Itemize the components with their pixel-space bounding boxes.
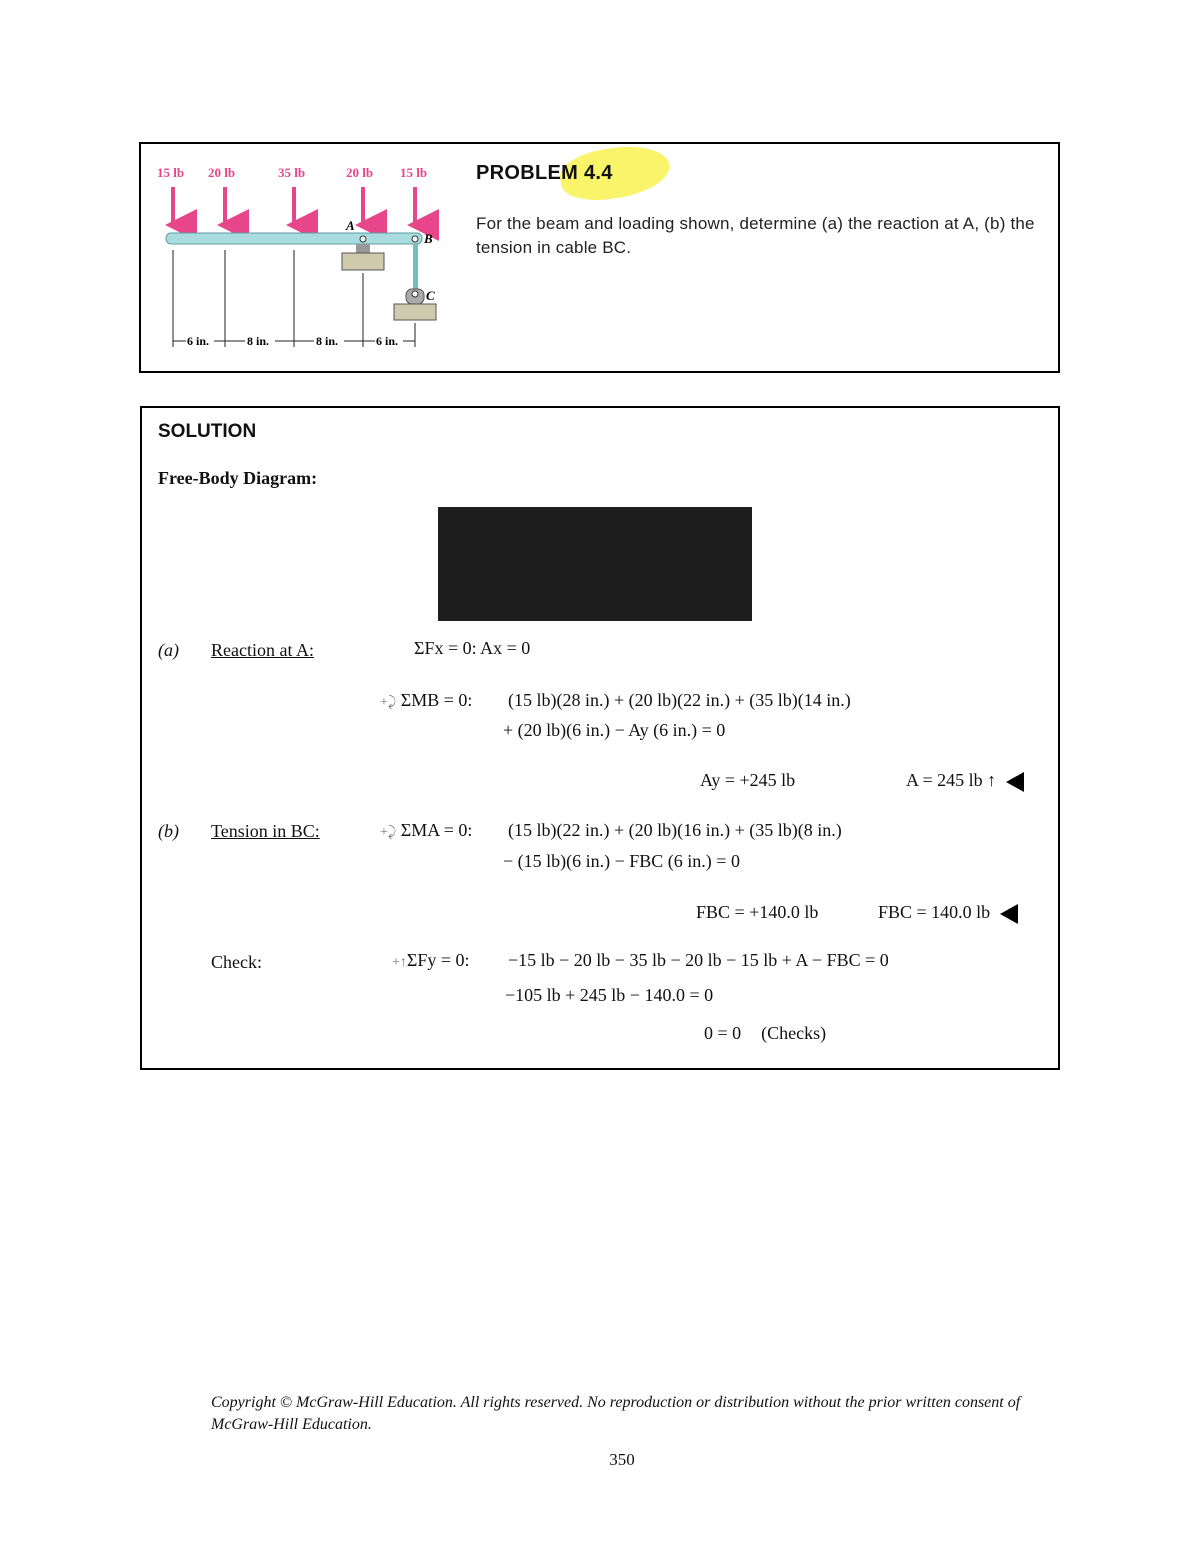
part-a-label: Reaction at A: — [211, 640, 314, 660]
moment-b-line2: + (20 lb)(6 in.) − Ay (6 in.) = 0 — [503, 720, 726, 740]
page-number: 350 — [609, 1450, 635, 1469]
point-label-b: B — [424, 231, 433, 246]
answer-b: FBC = 140.0 lb — [878, 902, 991, 922]
load-label: 15 lb — [400, 165, 428, 180]
answer-a-row — [906, 770, 1024, 792]
load-arrows — [173, 187, 415, 225]
dimension-label: 6 in. — [376, 334, 399, 348]
fbd-label: Free-Body Diagram: — [158, 468, 318, 488]
ccw-moment-icon: +⤸ — [380, 825, 397, 840]
check-label: Check: — [211, 952, 262, 972]
answer-a: A = 245 lb — [906, 770, 983, 790]
answer-b-row — [878, 902, 1018, 924]
result-fbc: FBC = +140.0 lb — [696, 902, 819, 922]
up-arrow-icon: ↑ — [982, 770, 997, 790]
beam — [166, 233, 422, 244]
cable-bc — [413, 244, 418, 292]
copyright-notice: Copyright © McGraw-Hill Education. All rights reserved. No reproduction or distribution without the prior written consent of McGraw-Hill Education. — [211, 1394, 1021, 1433]
moment-a-line1: (15 lb)(22 in.) + (20 lb)(16 in.) + (35 lb)(8 in.) — [508, 820, 842, 840]
check-line3: 0 = 0 (Checks) — [704, 1023, 827, 1043]
load-label: 20 lb — [346, 165, 374, 180]
support-c — [394, 304, 436, 320]
problem-statement: For the beam and loading shown, determine (a) the reaction at A, (b) the tension in cable BC. — [476, 214, 1035, 257]
dimension-label: 8 in. — [247, 334, 270, 348]
part-b-label: Tension in BC: — [211, 821, 320, 841]
solution-title: SOLUTION — [158, 421, 257, 442]
ccw-moment-icon: +⤸ — [380, 695, 397, 710]
check-line2: −105 lb + 245 lb − 140.0 = 0 — [505, 985, 714, 1005]
support-a — [342, 253, 384, 270]
part-b-tag: (b) — [158, 821, 179, 841]
point-label-c: C — [426, 288, 435, 303]
load-label: 20 lb — [208, 165, 236, 180]
check-head: +↑ΣFy = 0: — [392, 950, 470, 970]
result-ay: Ay = +245 lb — [700, 770, 796, 790]
part-a-tag: (a) — [158, 640, 179, 660]
moment-a-line2: − (15 lb)(6 in.) − FBC (6 in.) = 0 — [503, 851, 740, 871]
beam-figure — [150, 155, 450, 360]
answer-marker-icon — [1006, 772, 1024, 792]
moment-b-head: +⤸ ΣMB = 0: — [380, 690, 473, 710]
answer-marker-icon — [1000, 904, 1018, 924]
free-body-diagram-image — [438, 507, 752, 621]
moment-a-head: +⤸ ΣMA = 0: — [380, 820, 473, 840]
dimension-label: 8 in. — [316, 334, 339, 348]
load-label: 15 lb — [157, 165, 185, 180]
check-line1: −15 lb − 20 lb − 35 lb − 20 lb − 15 lb + A − FBC = 0 — [508, 950, 889, 970]
moment-b-line1: (15 lb)(28 in.) + (20 lb)(22 in.) + (35 lb)(14 in.) — [508, 690, 851, 710]
problem-title: PROBLEM 4.4 — [476, 162, 613, 184]
equation-sum-fx: ΣFx = 0: Ax = 0 — [414, 638, 531, 658]
load-label: 35 lb — [278, 165, 306, 180]
up-positive-icon: +↑ — [392, 955, 407, 970]
dimension-label: 6 in. — [187, 334, 210, 348]
point-label-a: A — [346, 218, 355, 233]
